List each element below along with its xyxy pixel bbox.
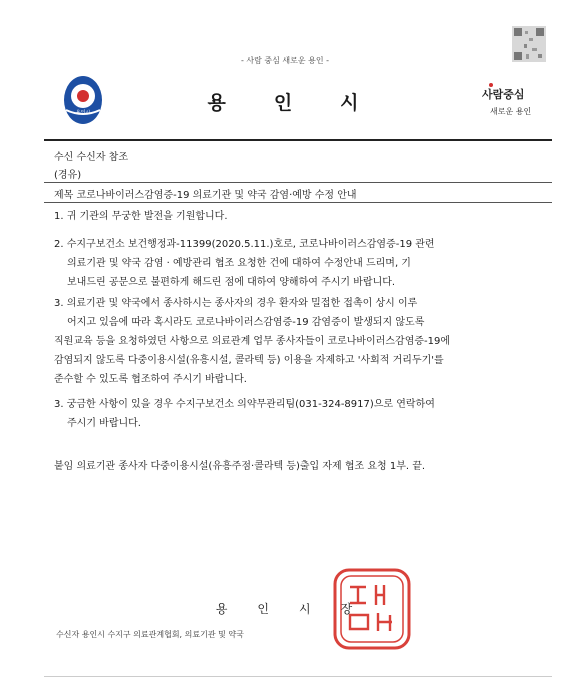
footer-rule bbox=[44, 676, 552, 677]
sender-char: 장 bbox=[340, 602, 355, 616]
emblem-label: 용인시 bbox=[75, 110, 91, 116]
sender-char: 용 bbox=[215, 602, 230, 616]
paragraph-line: 1. 귀 기관의 무궁한 발전을 기원합니다. bbox=[54, 211, 228, 222]
paragraph-line: 3. 의료기관 및 약국에서 종사하시는 종사자의 경우 환자와 밀접한 접촉이 상시 이루 bbox=[54, 298, 418, 309]
subject-bottom-rule bbox=[44, 202, 552, 203]
paragraph-line: 감염되지 않도록 다중이용시설(유흥시설, 콜라텍 등) 이용을 자제하고 '사회적 거리두기'를 bbox=[54, 355, 444, 366]
recipient-line: 수신 수신자 참조 bbox=[54, 152, 128, 163]
sender-signature bbox=[0, 600, 570, 617]
attachment-line: 붙임 의료기관 종사자 다중이용시설(유흥주점·콜라텍 등)출입 자제 협조 요청 1부. 끝. bbox=[54, 461, 426, 472]
paragraph-line: 의료기관 및 약국 감염 · 예방관리 협조 요청한 건에 대하여 수정안내 드리며, 기 bbox=[67, 258, 411, 269]
slogan: - 사람 중심 새로운 용인 - bbox=[240, 56, 330, 65]
paragraph-line: 준수할 수 있도록 협조하여 주시기 바랍니다. bbox=[54, 374, 247, 385]
subject-line: 제목 코로나바이러스감염증-19 의료기관 및 약국 감염·예방 수정 안내 bbox=[54, 190, 357, 201]
via-line: (경유) bbox=[54, 170, 82, 181]
paragraph-line: 주시기 바랍니다. bbox=[67, 418, 141, 429]
cc-line: 수신자 용인시 수지구 의료관계협회, 의료기관 및 약국 bbox=[56, 630, 244, 639]
header-divider bbox=[44, 139, 552, 141]
title-char: 인 bbox=[273, 92, 297, 114]
title-char: 용 bbox=[207, 92, 230, 114]
slogan-logo bbox=[480, 80, 550, 124]
logo-line-2: 새로운 용인 bbox=[490, 107, 532, 116]
paragraph-line: 2. 수지구보건소 보건행정과-11399(2020.5.11.)호로, 코로나바이러스감염증-19 관련 bbox=[54, 239, 435, 250]
paragraph-line: 3. 궁금한 사항이 있을 경우 수지구보건소 의약무관리팀(031-324-8917)으로 연락하여 bbox=[54, 399, 435, 410]
paragraph-line: 보내드린 공문으로 불편하게 해드린 점에 대하여 양해하여 주시기 바랍니다. bbox=[67, 277, 396, 288]
paragraph-4 bbox=[54, 395, 540, 433]
paragraph-3 bbox=[54, 294, 540, 389]
paragraph-2 bbox=[54, 235, 540, 292]
paragraph-line: 직원교육 등을 요청하였던 사항으로 의료관계 업무 종사자들이 코로나바이러스감염증-19에 bbox=[54, 336, 451, 347]
sender-char: 인 bbox=[257, 602, 271, 616]
sender-char: 시 bbox=[299, 602, 313, 616]
logo-line-1: 사람중심 bbox=[482, 88, 525, 101]
subject-top-rule bbox=[44, 182, 552, 183]
paragraph-line: 어지고 있음에 따라 혹시라도 코로나바이러스감염증-19 감염증이 발생되지 않도록 bbox=[67, 317, 425, 328]
paragraph-1 bbox=[54, 207, 540, 226]
title-char: 시 bbox=[340, 92, 363, 114]
